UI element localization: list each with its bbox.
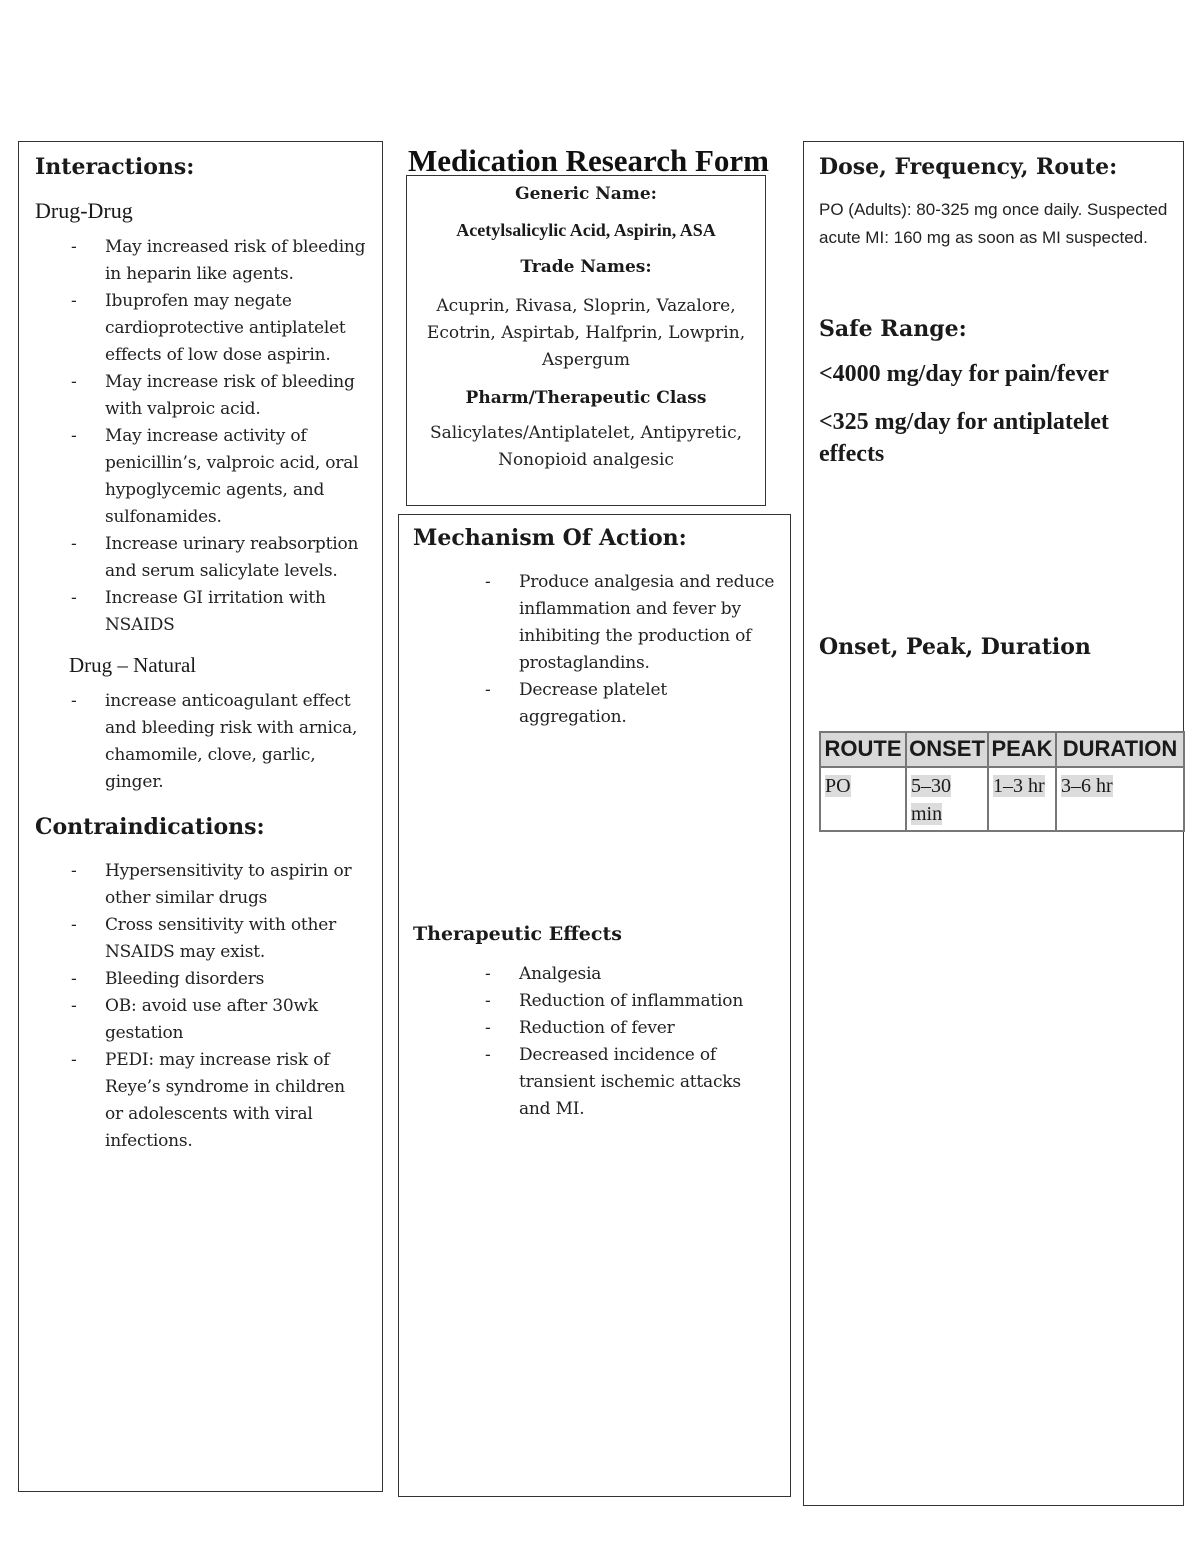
list-item: - Increase GI irritation with NSAIDS bbox=[35, 585, 366, 639]
list-item: - May increased risk of bleeding in heparin like agents. bbox=[35, 234, 366, 288]
list-item: - Analgesia bbox=[413, 961, 776, 988]
list-item: - Reduction of fever bbox=[413, 1015, 776, 1042]
dose-text: PO (Adults): 80-325 mg once daily. Suspected acute MI: 160 mg as soon as MI suspected. bbox=[819, 200, 1168, 247]
list-item: - PEDI: may increase risk of Reye’s syndrome in children or adolescents with viral infections. bbox=[35, 1047, 366, 1155]
table-row bbox=[820, 767, 1184, 831]
route-value: PO bbox=[825, 775, 851, 797]
interactions-panel bbox=[18, 141, 383, 1492]
list-item: - Increase urinary reabsorption and serum salicylate levels. bbox=[35, 531, 366, 585]
list-item: - Cross sensitivity with other NSAIDS may exist. bbox=[35, 912, 366, 966]
drug-drug-list bbox=[35, 234, 366, 639]
list-item: - Ibuprofen may negate cardioprotective antiplatelet effects of low dose aspirin. bbox=[35, 288, 366, 369]
generic-name-label: Generic Name: bbox=[515, 184, 657, 204]
safe-range-heading: Safe Range: bbox=[819, 316, 967, 342]
list-item: - May increase activity of penicillin’s, valproic acid, oral hypoglycemic agents, and sulfonamides. bbox=[35, 423, 366, 531]
generic-name-value: Acetylsalicylic Acid, Aspirin, ASA bbox=[456, 220, 716, 240]
table-cell bbox=[820, 767, 906, 831]
table-header-row bbox=[820, 732, 1184, 767]
table-cell bbox=[1056, 767, 1184, 831]
list-item: - OB: avoid use after 30wk gestation bbox=[35, 993, 366, 1047]
drug-drug-label: Drug-Drug bbox=[35, 198, 133, 223]
onset-peak-duration-table bbox=[819, 731, 1185, 832]
list-item: - May increase risk of bleeding with valproic acid. bbox=[35, 369, 366, 423]
drug-natural-label: Drug – Natural bbox=[69, 653, 197, 677]
safe-range-pain: <4000 mg/day for pain/fever bbox=[819, 361, 1109, 387]
dose-heading: Dose, Frequency, Route: bbox=[819, 154, 1118, 180]
dose-panel bbox=[803, 141, 1184, 1506]
class-label: Pharm/Therapeutic Class bbox=[465, 388, 707, 408]
list-item: - increase anticoagulant effect and bleeding risk with arnica, chamomile, clove, garlic, ginger. bbox=[35, 688, 366, 796]
table-cell bbox=[906, 767, 988, 831]
list-item: - Decrease platelet aggregation. bbox=[413, 677, 776, 731]
list-item: - Decreased incidence of transient ischemic attacks and MI. bbox=[413, 1042, 776, 1123]
column-header: ROUTE bbox=[820, 732, 906, 767]
list-item: - Reduction of inflammation bbox=[413, 988, 776, 1015]
table-cell bbox=[988, 767, 1056, 831]
column-header: PEAK bbox=[988, 732, 1056, 767]
column-header: ONSET bbox=[906, 732, 988, 767]
column-header: DURATION bbox=[1056, 732, 1184, 767]
contraindications-heading: Contraindications: bbox=[35, 814, 265, 840]
list-item: - Bleeding disorders bbox=[35, 966, 366, 993]
contraindications-list bbox=[35, 858, 366, 1155]
trade-names-value: Acuprin, Rivasa, Sloprin, Vazalore, Ecotrin, Aspirtab, Halfprin, Lowprin, Aspergum bbox=[426, 296, 746, 370]
mechanism-list bbox=[413, 569, 776, 731]
onset-value: 5–30 min bbox=[911, 775, 951, 825]
page-title: Medication Research Form bbox=[408, 143, 769, 178]
onset-heading: Onset, Peak, Duration bbox=[819, 634, 1091, 660]
list-item: - Hypersensitivity to aspirin or other similar drugs bbox=[35, 858, 366, 912]
class-value: Salicylates/Antiplatelet, Antipyretic, Nonopioid analgesic bbox=[429, 423, 743, 470]
peak-value: 1–3 hr bbox=[993, 775, 1045, 797]
therapeutic-list bbox=[413, 961, 776, 1123]
trade-names-label: Trade Names: bbox=[520, 257, 652, 277]
mechanism-heading: Mechanism Of Action: bbox=[413, 525, 687, 551]
therapeutic-heading: Therapeutic Effects bbox=[413, 923, 622, 945]
mechanism-panel bbox=[398, 514, 791, 1497]
drug-natural-list bbox=[35, 688, 366, 796]
list-item: - Produce analgesia and reduce inflammation and fever by inhibiting the production of prostaglandins. bbox=[413, 569, 776, 677]
safe-range-antiplatelet: <325 mg/day for antiplatelet effects bbox=[819, 409, 1109, 467]
drug-name-panel bbox=[406, 175, 766, 506]
duration-value: 3–6 hr bbox=[1061, 775, 1113, 797]
interactions-heading: Interactions: bbox=[35, 154, 195, 180]
